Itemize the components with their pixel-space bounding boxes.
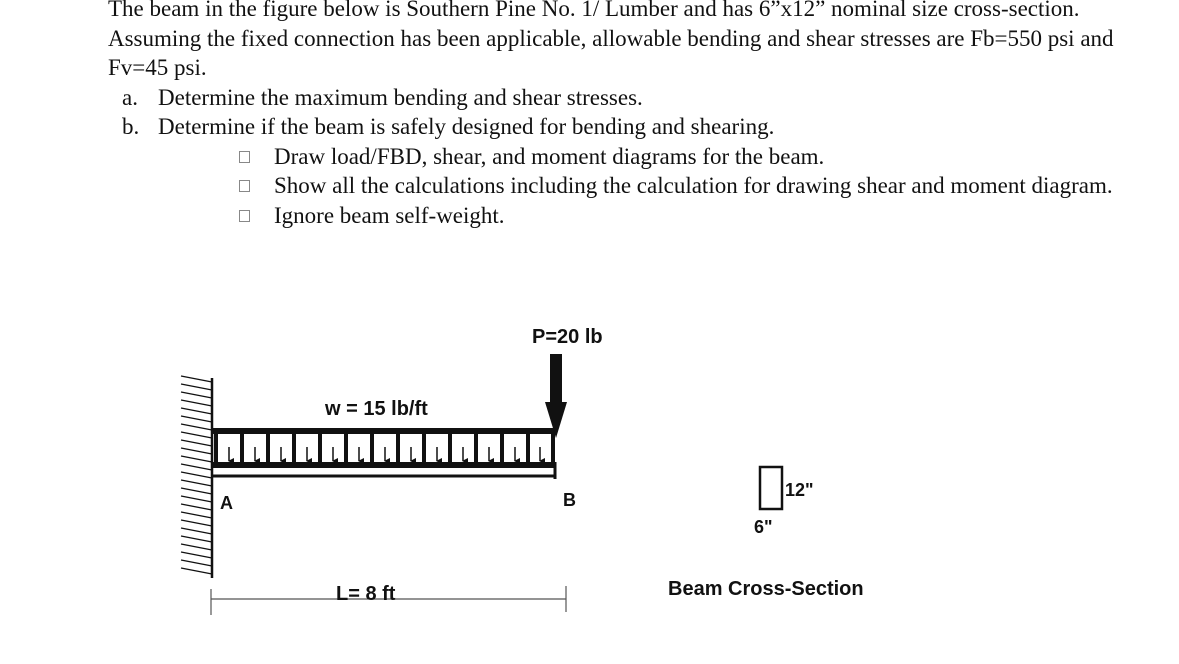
problem-intro: The beam in the figure below is Southern Pine No. 1/ Lumber and has 6”x12” nominal size cross-section. Assuming the fixed connection has been applicable, allowable bending and shear stresses are Fb=550 psi and Fv=45 psi. <box>108 0 1114 80</box>
section-width-label: 6" <box>754 517 773 537</box>
bullet-text: Show all the calculations including the calculation for drawing shear and moment diagram. <box>274 173 1113 198</box>
question-b-text: Determine if the beam is safely designed for bending and shearing. <box>158 114 775 139</box>
bullet-text: Draw load/FBD, shear, and moment diagrams for the beam. <box>274 143 825 169</box>
bullet-text: Ignore beam self-weight. <box>274 202 505 228</box>
question-a-label: a. <box>122 84 138 110</box>
beam <box>213 462 556 479</box>
span-label: L= 8 ft <box>336 583 396 605</box>
support-label-a: A <box>220 493 233 513</box>
question-b-label: b. <box>122 114 140 139</box>
point-load-arrow-icon <box>545 354 567 438</box>
point-load-label: P=20 lb <box>532 326 603 348</box>
cross-section-rectangle <box>760 467 782 509</box>
section-height-label: 12" <box>785 480 814 500</box>
distributed-load-label: w = 15 lb/ft <box>325 398 428 420</box>
question-a-text: Determine the maximum bending and shear stresses. <box>158 84 643 110</box>
free-end-label-b: B <box>563 490 576 510</box>
distributed-load <box>213 431 555 463</box>
fixed-support-icon <box>181 376 212 578</box>
section-caption: Beam Cross-Section <box>668 578 864 600</box>
